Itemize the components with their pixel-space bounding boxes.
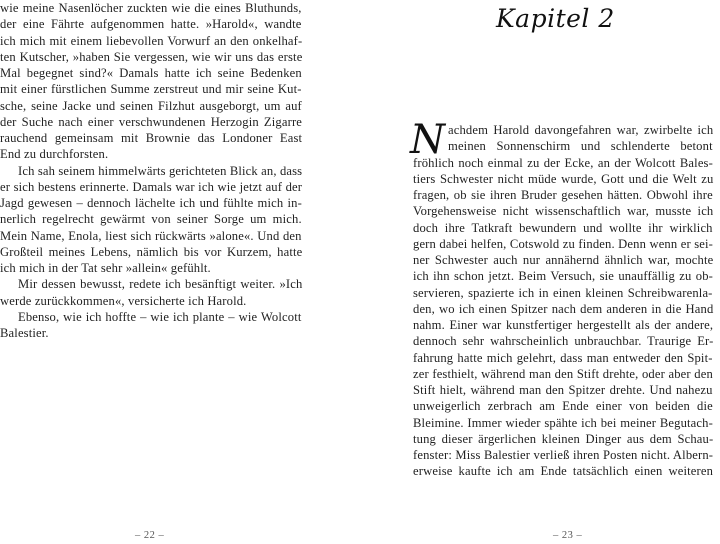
right-page — [360, 0, 720, 544]
text-line: nahm. Einer war kunstfertiger hergestellt als der andere, — [413, 318, 714, 332]
page-number: – 22 – — [135, 530, 165, 541]
text-line: Großteil meines Lebens, nämlich bis vor Kurzem, hatte — [0, 244, 303, 259]
text-line: fenster: Miss Balestier verließ ihren Posten nicht. Albern- — [413, 448, 714, 462]
chapter-title: Kapitel 2 — [496, 4, 615, 33]
text-line: er sich bestens erinnerte. Damals war ich wie jetzt auf der — [0, 179, 303, 194]
text-line: Mir dessen bewusst, redete ich besänftigt weiter. »Ich — [18, 277, 303, 292]
text-line: fröhlich noch einmal zu der Ecke, an der Wolcott Bales- — [413, 155, 713, 170]
text-line: tung dieser ärgerlichen kleinen Dinger aus dem Schau- — [413, 431, 714, 446]
text-line: sche, seine Jacke und seinen Filzhut ausgeborgt, um auf — [0, 98, 302, 113]
text-line: ich ihn schon jetzt. Beim Versuch, sie unauffällig zu ob- — [413, 269, 714, 284]
text-line: servieren, spazierte ich in einen kleinen Schreibwarenla- — [413, 285, 713, 300]
text-line: Ich sah seinem himmelwärts gerichteten Blick an, dass — [18, 163, 303, 178]
text-line: unweigerlich zerbrach am Ende einer von beiden die — [413, 399, 713, 414]
text-line: nerlich regelrecht gewärmt von seiner Sorge um mich. — [0, 212, 302, 227]
text-line: zer festhielt, während man den Stift drehte, oder aber den — [413, 366, 713, 381]
text-line: Balestier. — [0, 326, 49, 340]
text-line: doch ihre Tatkraft bewundern und wollte ihr wirklich — [413, 220, 713, 235]
drop-cap: N — [410, 117, 445, 163]
text-line: gern dabei helfen, Cotswold zu finden. Denn wenn er sei- — [413, 236, 714, 251]
text-line: ten Kutscher, »haben Sie vergessen, wie wir uns das erste — [0, 49, 303, 64]
text-line: ich mich mit einem liebevollen Vorwurf an den onkelhaf- — [0, 33, 303, 48]
text-line: tiers Schwester nicht müde wurde, Gott und die Welt zu — [413, 171, 714, 186]
text-line: Stift hielt, während man den Spitzer drehte. Und nahezu — [413, 383, 713, 397]
text-line: Mal begegnet sind?« Damals hatte ich seine Bedenken — [0, 66, 302, 80]
text-line: achdem Harold davongefahren war, zwirbelte ich — [448, 123, 714, 137]
page-number: – 23 – — [553, 530, 583, 541]
text-line: fragen, ob sie ihren Bruder gesehen hätten. Obwohl ihre — [413, 188, 713, 202]
text-line: der eine Fährte aufgenommen hatte. »Harold«, wandte — [0, 17, 302, 32]
text-line: den, wo ich einen Spitzer nach dem anderen in die Hand — [413, 301, 714, 316]
text-line: der Suche nach einer verschwundenen Herzogin Zigarre — [0, 114, 303, 129]
text-line: Mein Name, Enola, liest sich rückwärts »alone«. Und den — [0, 228, 302, 243]
text-line: meinen Sonnenschirm und schlenderte betont — [448, 139, 713, 154]
text-line: Bleimine. Immer wieder spähte ich bei meiner Begutach- — [413, 415, 713, 430]
text-line: Vorgehensweise nicht wissenschaftlich war, musste ich — [413, 204, 714, 219]
text-line: Jagd gewesen – dennoch lächelte ich und fühlte mich in- — [0, 196, 302, 210]
text-line: mit einer fürstlichen Summe zerstreut und mir seine Kut- — [0, 82, 302, 97]
text-line: ner Schwester auch nur annähernd ähnlich war, mochte — [413, 253, 714, 267]
text-line: rauchend gemeinsam mit Brownie das Londoner East — [0, 131, 303, 145]
text-line: fahrung hatte mich gelehrt, dass man entweder den Spit- — [413, 350, 713, 365]
text-line: wie meine Nasenlöcher zuckten wie die eines Bluthunds, — [0, 1, 302, 15]
text-line: ich mich in der Tat sehr »allein« gefühlt. — [0, 261, 211, 275]
text-line: dennoch sehr wahrscheinlich unbrauchbar. Traurige Er- — [413, 334, 714, 349]
text-line: Ebenso, wie ich hoffte – wie ich plante – wie Wolcott — [18, 309, 302, 324]
text-line: werde zurückkommen«, versicherte ich Harold. — [0, 293, 247, 308]
text-line: erweise kaufte ich am Ende tatsächlich einen weiteren — [413, 464, 714, 479]
text-line: End zu durchforsten. — [0, 147, 109, 162]
